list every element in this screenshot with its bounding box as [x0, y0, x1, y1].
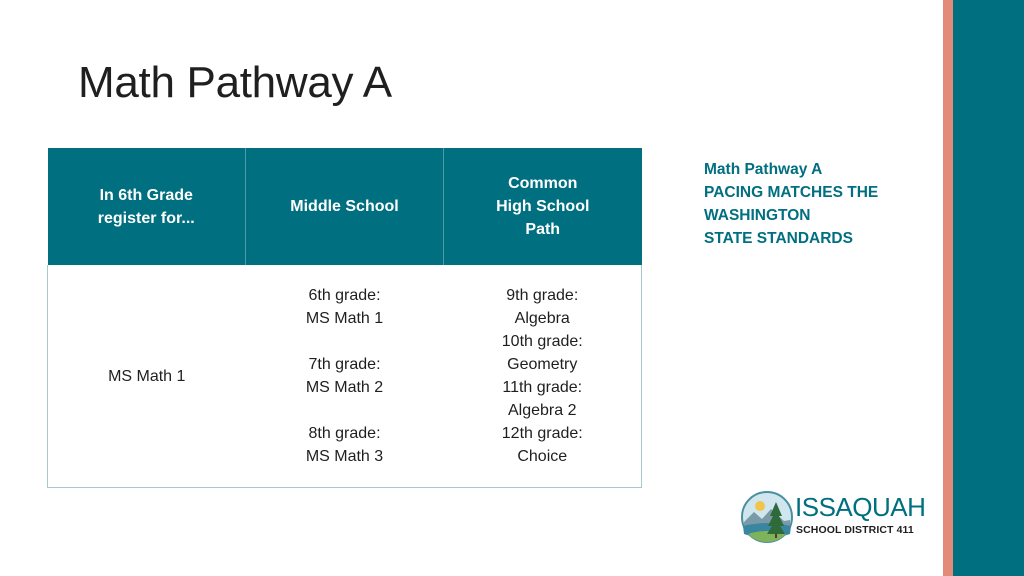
accent-stripe-teal [953, 0, 1024, 576]
header-high-school-path: Common High School Path [444, 148, 642, 265]
cell-middle-school-sequence: 6th grade: MS Math 1 7th grade: MS Math 2 8th grade: MS Math 3 [305, 287, 384, 465]
pathway-table [47, 148, 642, 488]
header-middle-school: Middle School [246, 148, 444, 265]
pacing-note [704, 158, 924, 250]
note-line: WASHINGTON [704, 207, 811, 224]
table-header-row [48, 148, 642, 265]
note-line: Math Pathway A [704, 161, 823, 178]
logo-subtitle: SCHOOL DISTRICT 411 [796, 524, 914, 536]
note-line: STATE STANDARDS [704, 230, 853, 247]
header-register-for: In 6th Grade register for... [48, 148, 246, 265]
table-row [48, 265, 642, 488]
cell-register-course: MS Math 1 [108, 367, 186, 385]
slide-title: Math Pathway A [78, 58, 392, 107]
cell-high-school-sequence: 9th grade: Algebra 10th grade: Geometry 11th grade: Algebra 2 12th grade: Choice [501, 287, 583, 465]
note-line: PACING MATCHES THE [704, 184, 879, 201]
logo-name: ISSAQUAH [795, 492, 926, 522]
accent-stripe-salmon [943, 0, 953, 576]
district-logo-icon [740, 490, 794, 544]
